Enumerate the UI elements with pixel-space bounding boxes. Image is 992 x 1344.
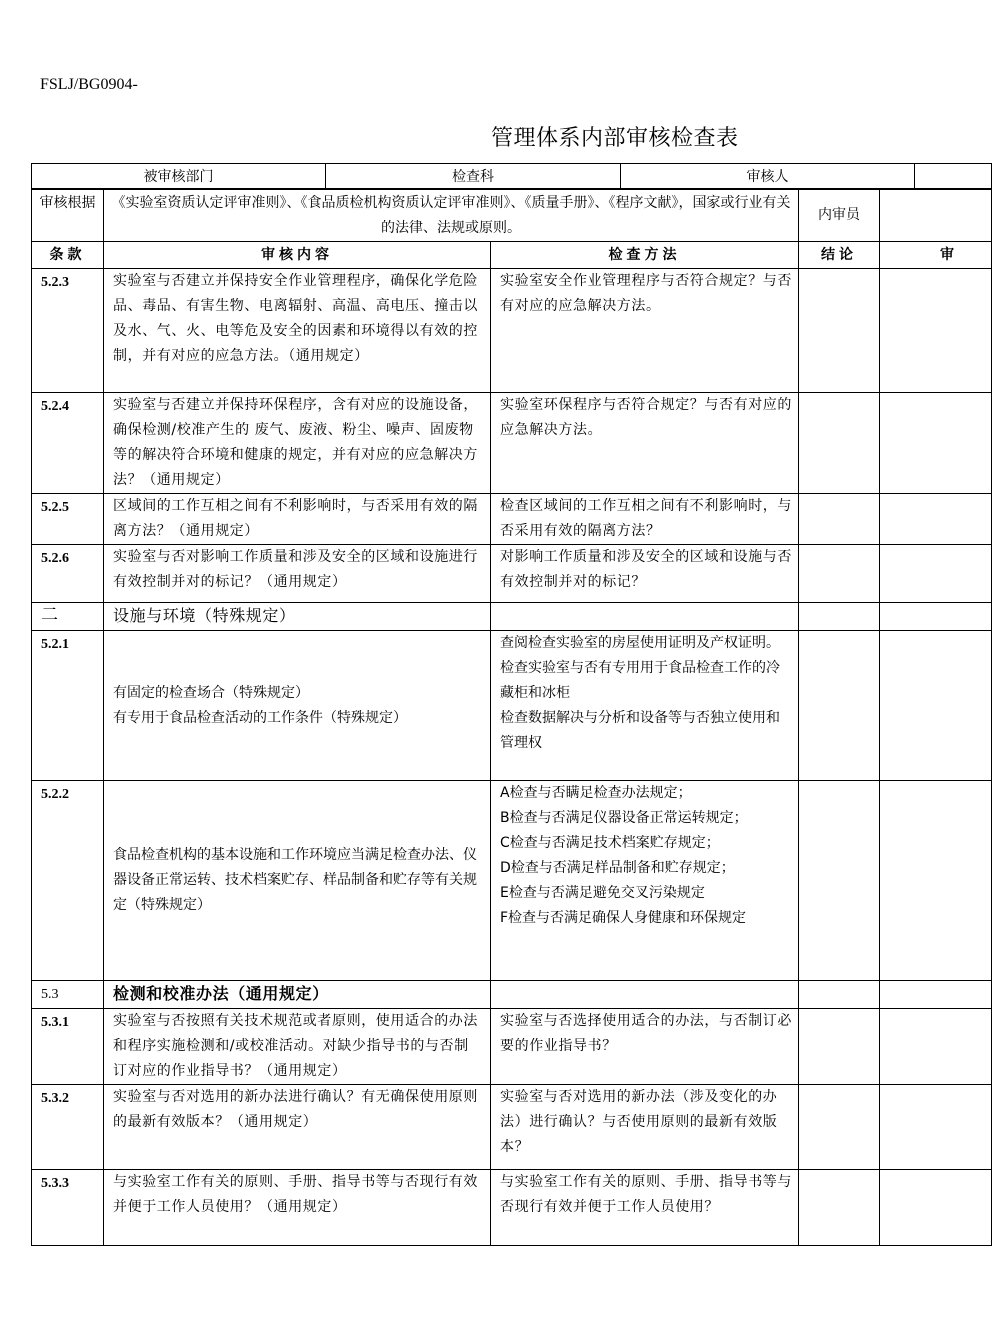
extra-cell <box>880 981 992 1009</box>
conclusion-cell <box>799 603 880 631</box>
empty-cell <box>491 603 799 631</box>
clause-number: 5.2.1 <box>32 631 104 781</box>
col-extra: 审 <box>880 242 992 269</box>
conclusion-cell <box>799 1085 880 1170</box>
table-row <box>32 545 992 603</box>
basis-text: 《实验室资质认定评审准则》、《食品质检机构资质认定评审准则》、《质量手册》、《程序文献》，国家或行业有关的法律、法规或原则。 <box>104 190 799 242</box>
conclusion-cell <box>799 781 880 981</box>
conclusion-cell <box>799 545 880 603</box>
extra-cell <box>880 781 992 981</box>
extra-cell <box>880 494 992 545</box>
extra-cell <box>880 603 992 631</box>
extra-cell <box>880 1009 992 1085</box>
clause-number: 5.2.2 <box>32 781 104 981</box>
header-table <box>31 163 992 189</box>
table-row <box>32 631 992 781</box>
check-method: 查阅检查实验室的房屋使用证明及产权证明。 检查实验室与否有专用用于食品检查工作的冷藏柜和冰柜 检查数据解决与分析和设备等与否独立使用和管理权 <box>491 631 799 781</box>
audit-content: 实验室与否按照有关技术规范或者原则，使用适合的办法和程序实施检测和/或校准活动。对缺少指导书的与否制订对应的作业指导书？（通用规定） <box>104 1009 491 1085</box>
table-row <box>32 269 992 393</box>
conclusion-cell <box>799 631 880 781</box>
table-row <box>32 1085 992 1170</box>
section-title: 检测和校准办法（通用规定） <box>104 981 491 1009</box>
auditor-value <box>880 190 992 242</box>
checklist-table <box>31 189 992 1246</box>
clause-number: 5.2.5 <box>32 494 104 545</box>
clause-number: 5.2.3 <box>32 269 104 393</box>
conclusion-cell <box>799 269 880 393</box>
table-row <box>32 393 992 494</box>
check-method: 实验室与否选择使用适合的办法，与否制订必要的作业指导书？ <box>491 1009 799 1085</box>
extra-cell <box>880 269 992 393</box>
clause-number: 5.2.6 <box>32 545 104 603</box>
clause-number: 5.3.2 <box>32 1085 104 1170</box>
check-method: 实验室环保程序与否符合规定？与否有对应的应急解决方法。 <box>491 393 799 494</box>
table-row <box>32 1009 992 1085</box>
extra-cell <box>880 545 992 603</box>
check-method: 与实验室工作有关的原则、手册、指导书等与否现行有效并便于工作人员使用？ <box>491 1170 799 1246</box>
audit-content: 实验室与否建立并保持环保程序，含有对应的设施设备，确保检测/校准产生的 废气、废液、粉尘、噪声、固废物等的解决符合环境和健康的规定，并有对应的应急解决方法？（通用规定） <box>104 393 491 494</box>
extra-cell <box>880 393 992 494</box>
auditee-label: 审核人 <box>621 164 915 189</box>
empty-cell <box>491 981 799 1009</box>
extra-cell <box>880 631 992 781</box>
audit-content: 实验室与否建立并保持安全作业管理程序，确保化学危险品、毒品、有害生物、电离辐射、高温、高电压、撞击以及水、气、火、电等危及安全的因素和环境得以有效的控制，并有对应的应急方法。（通用规定） <box>104 269 491 393</box>
conclusion-cell <box>799 1009 880 1085</box>
extra-cell <box>880 1085 992 1170</box>
check-method: 实验室安全作业管理程序与否符合规定？与否有对应的应急解决方法。 <box>491 269 799 393</box>
check-method: A检查与否瞒足检查办法规定； B检查与否满足仪器设备正常运转规定； C检查与否满足技术档案贮存规定； D检查与否满足样品制备和贮存规定； E检查与否满足避免交叉污染规定 F检查与否满足确保人身健康和环保规定 <box>491 781 799 981</box>
basis-label: 审核根据 <box>32 190 104 242</box>
auditor-label: 内审员 <box>799 190 880 242</box>
auditee-value <box>915 164 992 189</box>
check-method: 实验室与否对选用的新办法（涉及变化的办法）进行确认？与否使用原则的最新有效版本？ <box>491 1085 799 1170</box>
clause-number: 5.3.1 <box>32 1009 104 1085</box>
section-number: 5.3 <box>32 981 104 1009</box>
audit-content: 实验室与否对影响工作质量和涉及安全的区域和设施进行有效控制并对的标记？（通用规定） <box>104 545 491 603</box>
extra-cell <box>880 1170 992 1246</box>
table-row <box>32 1170 992 1246</box>
section-row <box>32 981 992 1009</box>
page-title: 管理体系内部审核检查表 <box>491 126 739 151</box>
col-method: 检查方法 <box>491 242 799 269</box>
check-method: 检查区域间的工作互相之间有不利影响时，与否采用有效的隔离方法？ <box>491 494 799 545</box>
audit-content: 食品检查机构的基本设施和工作环境应当满足检查办法、仪器设备正常运转、技术档案贮存、样品制备和贮存等有关规定（特殊规定） <box>104 781 491 981</box>
check-method: 对影响工作质量和涉及安全的区域和设施与否有效控制并对的标记？ <box>491 545 799 603</box>
audit-content: 实验室与否对选用的新办法进行确认？有无确保使用原则的最新有效版本？（通用规定） <box>104 1085 491 1170</box>
audit-content: 有固定的检查场合（特殊规定） 有专用于食品检查活动的工作条件（特殊规定） <box>104 631 491 781</box>
col-clause: 条款 <box>32 242 104 269</box>
col-conclusion: 结论 <box>799 242 880 269</box>
table-row <box>32 494 992 545</box>
dept-label: 被审核部门 <box>32 164 326 189</box>
conclusion-cell <box>799 393 880 494</box>
audit-content: 区域间的工作互相之间有不利影响时，与否采用有效的隔离方法？（通用规定） <box>104 494 491 545</box>
table-row <box>32 781 992 981</box>
audit-content: 与实验室工作有关的原则、手册、指导书等与否现行有效并便于工作人员使用？（通用规定） <box>104 1170 491 1246</box>
document-code: FSLJ/BG0904- <box>40 76 138 93</box>
section-title: 设施与环境（特殊规定） <box>104 603 491 631</box>
dept-value: 检查科 <box>326 164 621 189</box>
conclusion-cell <box>799 981 880 1009</box>
conclusion-cell <box>799 1170 880 1246</box>
clause-number: 5.2.4 <box>32 393 104 494</box>
clause-number: 5.3.3 <box>32 1170 104 1246</box>
section-number: 二 <box>32 603 104 631</box>
conclusion-cell <box>799 494 880 545</box>
col-content: 审核内容 <box>104 242 491 269</box>
section-row <box>32 603 992 631</box>
